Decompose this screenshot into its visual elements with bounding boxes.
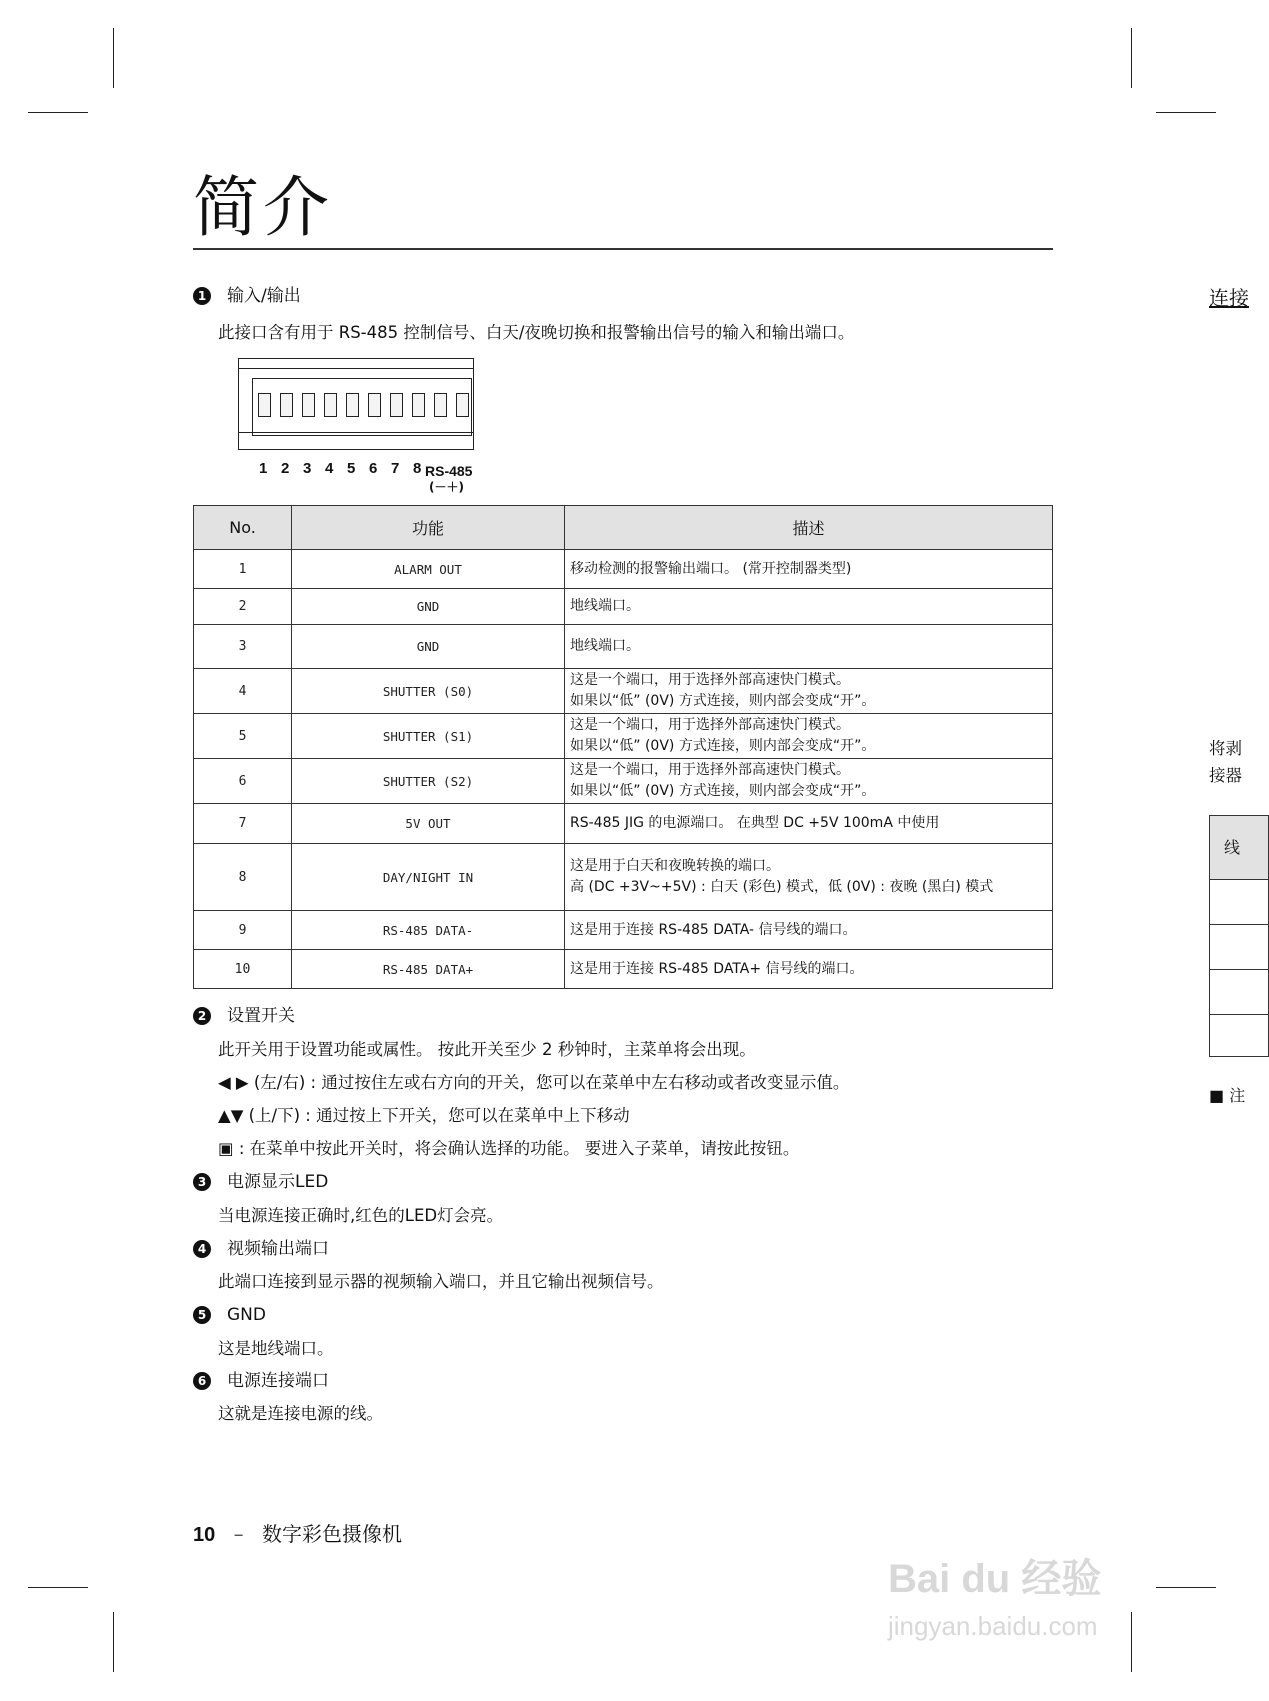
pin-no: 4 (194, 669, 292, 714)
page-title: 简介 (193, 169, 333, 246)
table-row (194, 669, 1053, 714)
table-row (194, 804, 1053, 844)
table-row-line (1210, 970, 1268, 1015)
crop-mark (28, 1587, 88, 1588)
pin-function: GND (292, 625, 565, 669)
pin-no: 5 (194, 714, 292, 759)
pin-function: ALARM OUT (292, 550, 565, 589)
section-4-text: 此端口连接到显示器的视频输入端口，并且它输出视频信号。 (218, 1272, 664, 1291)
next-page-table-header: 线 (1210, 816, 1268, 880)
pin-function: RS-485 DATA+ (292, 950, 565, 989)
section-heading-text: 电源连接端口 (227, 1371, 329, 1391)
pin-function: SHUTTER (S0) (292, 669, 565, 714)
table-row (194, 950, 1053, 989)
crop-mark (1156, 112, 1216, 113)
next-page-text: 将剥 (1209, 739, 1242, 758)
section-heading-text: GND (227, 1305, 266, 1325)
crop-mark (28, 112, 88, 113)
pin-function: SHUTTER (S2) (292, 759, 565, 804)
section-heading-text: 设置开关 (227, 1006, 295, 1026)
crop-mark (1131, 28, 1132, 88)
terminal-pin (434, 393, 447, 417)
table-row (194, 625, 1053, 669)
table-row (194, 714, 1053, 759)
title-rule (193, 248, 1053, 250)
pin-no: 3 (194, 625, 292, 669)
terminal-pin (324, 393, 337, 417)
pin-no: 2 (194, 589, 292, 625)
pin-no: 6 (194, 759, 292, 804)
table-row (194, 759, 1053, 804)
section-number-badge: 3 (193, 1173, 211, 1191)
section-heading-text: 输入/输出 (227, 286, 301, 306)
desc-line: 如果以“低” (0V) 方式连接，则内部会变成“开”。 (570, 693, 876, 709)
section-number-badge: 4 (193, 1240, 211, 1258)
pin-no: 9 (194, 911, 292, 950)
connector-groove (238, 368, 474, 369)
terminal-pin (456, 393, 469, 417)
baidu-watermark: Bai du 经验 (888, 1557, 1102, 1601)
section-5-heading (193, 1304, 266, 1326)
section-5-text: 这是地线端口。 (218, 1339, 334, 1358)
crop-mark (1156, 1587, 1216, 1588)
crop-mark (1131, 1612, 1132, 1672)
desc-line: 这是一个端口，用于选择外部高速快门模式。 (570, 672, 850, 688)
section-6-text: 这就是连接电源的线。 (218, 1404, 383, 1423)
enter-instruction: ▣ : 在菜单中按此开关时，将会确认选择的功能。 要进入子菜单，请按此按钮。 (218, 1139, 800, 1158)
desc-line: RS-485 JIG 的电源端口。 在典型 DC +5V 100mA 中使用 (570, 815, 940, 831)
table-row-line (1210, 925, 1268, 970)
desc-line: 地线端口。 (570, 598, 640, 614)
crop-mark (113, 1612, 114, 1672)
section-4-heading (193, 1238, 329, 1260)
pin-no: 1 (194, 550, 292, 589)
section-heading-text: 电源显示LED (227, 1172, 329, 1192)
up-down-instruction: ▲▼ (上/下) : 通过按上下开关，您可以在菜单中上下移动 (218, 1106, 630, 1125)
page-number: 10 (193, 1524, 216, 1546)
desc-line: 如果以“低” (0V) 方式连接，则内部会变成“开”。 (570, 738, 876, 754)
pin-description (565, 550, 1053, 589)
pin-description (565, 804, 1053, 844)
section-heading-text: 视频输出端口 (227, 1239, 329, 1259)
pin-function: DAY/NIGHT IN (292, 844, 565, 911)
table-row (194, 911, 1053, 950)
desc-line: 移动检测的报警输出端口。 (常开控制器类型) (570, 560, 852, 577)
desc-line: 这是用于连接 RS-485 DATA+ 信号线的端口。 (570, 960, 864, 977)
pin-function-table (193, 505, 1053, 989)
desc-line: 如果以“低” (0V) 方式连接，则内部会变成“开”。 (570, 783, 876, 799)
connector-groove (238, 432, 474, 433)
terminal-pin (368, 393, 381, 417)
section-1-heading (193, 285, 301, 307)
pin-number: 6 (369, 460, 378, 477)
desc-line: 地线端口。 (570, 638, 640, 654)
table-row (194, 589, 1053, 625)
terminal-pin (412, 393, 425, 417)
terminal-pin (346, 393, 359, 417)
rs485-label: RS-485 (425, 463, 473, 479)
watermark-url: jingyan.baidu.com (888, 1611, 1098, 1641)
table-header-no: No. (194, 506, 292, 550)
pin-description (565, 950, 1053, 989)
rs485-polarity: (－＋) (429, 480, 464, 494)
desc-line: 这是一个端口，用于选择外部高速快门模式。 (570, 762, 850, 778)
pin-description (565, 589, 1053, 625)
table-header-function: 功能 (292, 506, 565, 550)
terminal-pin (258, 393, 271, 417)
section-2-text: 此开关用于设置功能或属性。 按此开关至少 2 秒钟时，主菜单将会出现。 (218, 1040, 756, 1059)
pin-number: 2 (281, 460, 290, 477)
table-header-description: 描述 (565, 506, 1053, 550)
table-row (194, 844, 1053, 911)
pin-number: 1 (259, 460, 268, 477)
crop-mark (113, 28, 114, 88)
terminal-pin (302, 393, 315, 417)
section-3-heading (193, 1171, 328, 1193)
section-number-badge: 1 (193, 287, 211, 305)
pin-number: 7 (391, 460, 400, 477)
terminal-pin (280, 393, 293, 417)
next-page-note: ■ 注 (1209, 1086, 1246, 1105)
pin-function: RS-485 DATA- (292, 911, 565, 950)
pin-description (565, 669, 1053, 714)
desc-line: 高 (DC +3V~+5V) : 白天 (彩色) 模式，低 (0V) : 夜晚 (黑白) 模式 (570, 879, 994, 895)
section-2-heading (193, 1005, 295, 1027)
table-row (194, 550, 1053, 589)
next-page-text: 接器 (1209, 766, 1242, 785)
page-footer (193, 1518, 402, 1547)
section-number-badge: 2 (193, 1007, 211, 1025)
pin-number: 3 (303, 460, 312, 477)
section-1-text: 此接口含有用于 RS-485 控制信号、白天/夜晚切换和报警输出信号的输入和输出端口。 (218, 323, 855, 342)
next-page-heading: 连接 (1209, 286, 1249, 310)
pin-description (565, 714, 1053, 759)
section-3-text: 当电源连接正确时,红色的LED灯会亮。 (218, 1206, 504, 1225)
terminal-pin (390, 393, 403, 417)
footer-separator: – (233, 1522, 244, 1546)
pin-description (565, 625, 1053, 669)
pin-number: 8 (413, 460, 422, 477)
pin-description (565, 911, 1053, 950)
section-6-heading (193, 1370, 329, 1392)
section-number-badge: 6 (193, 1372, 211, 1390)
desc-line: 这是用于白天和夜晚转换的端口。 (570, 858, 780, 874)
pin-function: GND (292, 589, 565, 625)
pin-description (565, 759, 1053, 804)
table-row-line (1210, 880, 1268, 925)
pin-no: 8 (194, 844, 292, 911)
pin-number: 4 (325, 460, 334, 477)
pin-function: SHUTTER (S1) (292, 714, 565, 759)
desc-line: 这是用于连接 RS-485 DATA- 信号线的端口。 (570, 921, 857, 938)
pin-no: 10 (194, 950, 292, 989)
section-number-badge: 5 (193, 1306, 211, 1324)
desc-line: 这是一个端口，用于选择外部高速快门模式。 (570, 717, 850, 733)
left-right-instruction: ◀ ▶ (左/右) : 通过按住左或右方向的开关，您可以在菜单中左右移动或者改变显示值。 (218, 1073, 850, 1092)
pin-function: 5V OUT (292, 804, 565, 844)
next-page-table (1209, 815, 1269, 1057)
pin-no: 7 (194, 804, 292, 844)
pin-number: 5 (347, 460, 356, 477)
footer-product: 数字彩色摄像机 (261, 1522, 402, 1546)
pin-description (565, 844, 1053, 911)
